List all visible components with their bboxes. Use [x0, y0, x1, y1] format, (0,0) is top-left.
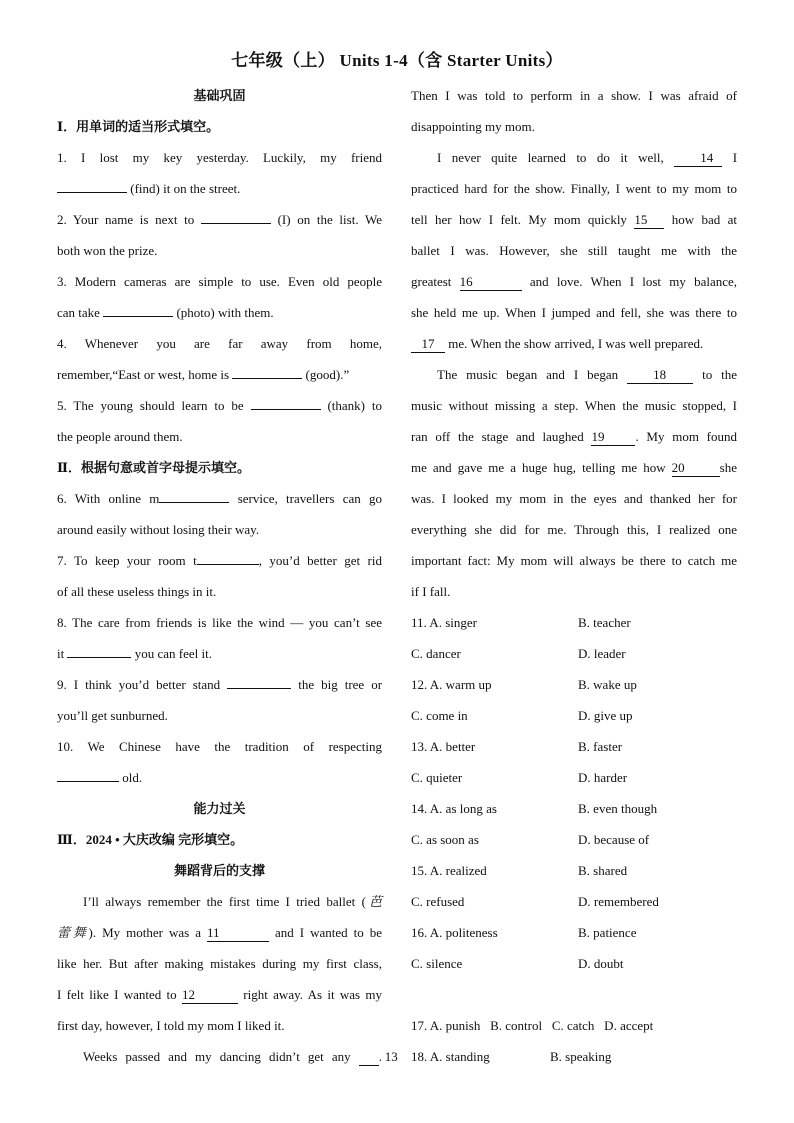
section-3-heading: Ⅲ．2024 • 大庆改编 完形填空。: [57, 832, 244, 847]
answer-blank[interactable]: [197, 548, 259, 565]
option-row: 11. A. singer B. teacher: [411, 615, 631, 630]
passage-line: greatest 16 and love. When I lost my balance,: [411, 274, 738, 289]
q1-line2: (find) it on the street.: [57, 173, 382, 204]
blank-17[interactable]: 17: [411, 336, 445, 353]
answer-blank[interactable]: [67, 641, 131, 658]
q1-line1: 1. I lost my key yesterday. Luckily, my friend: [57, 150, 382, 165]
q7-line2: of all these useless things in it.: [57, 584, 217, 599]
passage-line: she held me up. When I jumped and fell, she was there to: [411, 305, 737, 320]
story-title: 舞蹈背后的支撑: [173, 863, 265, 878]
q2-line2: both won the prize.: [57, 243, 158, 258]
passage-line: The music began and I began 18 to the: [437, 367, 738, 382]
passage-line: like her. But after making mistakes during my first class,: [57, 956, 382, 971]
blank-12[interactable]: 12: [182, 987, 238, 1004]
blank-13[interactable]: 13: [359, 1049, 379, 1066]
answer-blank[interactable]: [57, 765, 119, 782]
passage-line: was. I looked my mom in the eyes and thanked her for: [411, 491, 737, 506]
passage-line: Weeks passed and my dancing didn’t get any 13.: [83, 1049, 398, 1064]
section-ability-heading: 能力过关: [193, 801, 246, 816]
passage-line: I felt like I wanted to 12 right away. As it was my: [57, 987, 383, 1002]
answer-blank[interactable]: [232, 362, 302, 379]
q6-line1: 6. With online m service, travellers can go: [57, 483, 382, 514]
q10-line2: old.: [57, 762, 382, 793]
section-1-heading: Ⅰ．用单词的适当形式填空。: [57, 119, 220, 134]
page-title: 七年级（上） Units 1-4（含 Starter Units）: [231, 51, 563, 70]
passage-line: Then I was told to perform in a show. I was afraid of: [411, 88, 737, 103]
q9-line1: 9. I think you’d better stand the big tree or: [57, 669, 382, 700]
passage-line: if I fall.: [411, 584, 451, 599]
passage-line: music without missing a step. When the music stopped, I: [411, 398, 737, 413]
q7-line1: 7. To keep your room t , you’d better get rid: [57, 545, 382, 576]
passage-line: important fact: My mom will always be there to catch me: [411, 553, 737, 568]
blank-19[interactable]: 19: [591, 429, 635, 446]
option-row: 14. A. as long as B. even though: [411, 801, 658, 816]
option-row: 12. A. warm up B. wake up: [411, 677, 637, 692]
q5-line2: the people around them.: [57, 429, 183, 444]
option-row: C. as soon as D. because of: [411, 832, 650, 847]
option-row: C. dancer D. leader: [411, 646, 626, 661]
q5-line1: 5. The young should learn to be (thank) to: [57, 390, 382, 421]
blank-18[interactable]: 18: [627, 367, 693, 384]
passage-line: everything she did for me. Through this, I realized one: [411, 522, 737, 537]
passage-line: I never quite learned to do it well, 14 I: [437, 150, 738, 165]
q3-line2: can take (photo) with them.: [57, 297, 382, 328]
blank-15[interactable]: 15: [634, 212, 664, 229]
answer-blank[interactable]: [227, 672, 291, 689]
answer-blank[interactable]: [201, 207, 271, 224]
q3-line1: 3. Modern cameras are simple to use. Even old people: [57, 274, 382, 289]
option-row: 15. A. realized B. shared: [411, 863, 628, 878]
blank-14[interactable]: 14: [674, 150, 722, 167]
option-row: C. come in D. give up: [411, 708, 633, 723]
passage-line: first day, however, I told my mom I liked it.: [57, 1018, 285, 1033]
passage-line: disappointing my mom.: [411, 119, 535, 134]
answer-blank[interactable]: [159, 486, 229, 503]
option-row: 13. A. better B. faster: [411, 739, 623, 754]
passage-line: 17 me. When the show arrived, I was well prepared.: [411, 328, 737, 359]
option-row: C. quieter D. harder: [411, 770, 628, 785]
left-column: [57, 80, 398, 1072]
answer-blank[interactable]: [251, 393, 321, 410]
passage-line: practiced hard for the show. Finally, I went to my mom to: [411, 181, 737, 196]
q4-line1: 4. Whenever you are far away from home,: [57, 336, 382, 351]
blank-16[interactable]: 16: [460, 274, 522, 291]
q6-line2: around easily without losing their way.: [57, 522, 260, 537]
passage-line: 蕾舞). My mother was a 11 and I wanted to be: [57, 925, 382, 940]
passage-line: me and gave me a huge hug, telling me how 20 she: [411, 460, 737, 475]
passage-line: I’ll always remember the first time I tried ballet (芭: [83, 894, 382, 909]
answer-blank[interactable]: [57, 176, 127, 193]
q4-line2: remember,“East or west, home is (good).”: [57, 359, 382, 390]
right-column: [411, 80, 737, 1072]
q10-line1: 10. We Chinese have the tradition of respecting: [57, 739, 382, 754]
option-row: C. silence D. doubt: [411, 956, 624, 971]
option-row-17: 17. A. punish B. control C. catch D. accept: [411, 1018, 654, 1033]
blank-11[interactable]: 11: [207, 925, 269, 942]
q8-line2: it you can feel it.: [57, 638, 382, 669]
passage-line: tell her how I felt. My mom quickly 15 how bad at: [411, 212, 738, 227]
section-2-heading: Ⅱ．根据句意或首字母提示填空。: [57, 460, 250, 475]
option-row: C. refused D. remembered: [411, 894, 659, 909]
section-basic-heading: 基础巩固: [193, 88, 246, 103]
passage-line: ran off the stage and laughed 19 . My mom found: [411, 429, 737, 444]
q9-line2: you’ll get sunburned.: [57, 708, 168, 723]
option-row: 16. A. politeness B. patience: [411, 925, 637, 940]
q8-line1: 8. The care from friends is like the wind — you can’t see: [57, 615, 382, 630]
option-row-18: 18. A. standing B. speaking: [411, 1049, 612, 1064]
answer-blank[interactable]: [103, 300, 173, 317]
blank-20[interactable]: 20: [672, 460, 720, 477]
passage-line: ballet I was. However, she still taught me with the: [411, 243, 737, 258]
q2-line1: 2. Your name is next to (I) on the list. We: [57, 204, 382, 235]
